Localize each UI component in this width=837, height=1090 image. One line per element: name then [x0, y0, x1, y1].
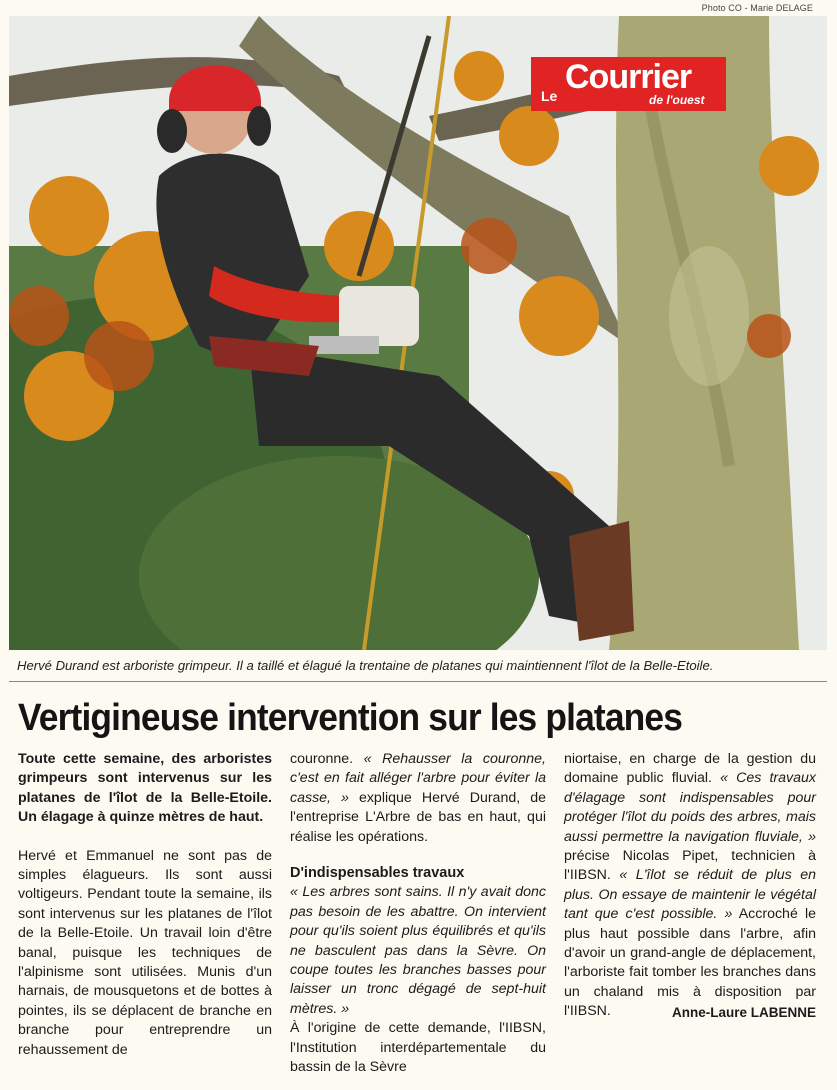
article-headline: Vertigineuse intervention sur les platanes: [18, 697, 683, 739]
body3-end: Accroché le plus haut possible dans l'arbre, afin d'avoir un grand-angle de déplacement, l'arboriste fait tomber les branches dans un chaland mis à disposition par l'IIBSN.: [564, 906, 816, 1020]
logo-prefix: Le: [541, 88, 558, 104]
author-byline: Anne-Laure LABENNE: [671, 1005, 816, 1020]
column-1: [18, 750, 272, 1060]
body-paragraph-3: À l'origine de cette demande, l'IIBSN, l'Institution interdépartementale du bassin de la Sèvre: [290, 1020, 546, 1076]
subheading: D'indispensables travaux: [290, 865, 465, 882]
newspaper-logo: [531, 57, 726, 111]
photo-credit: Photo CO - Marie DELAGE: [701, 3, 813, 13]
column-3: [564, 750, 816, 1022]
photo-caption: Hervé Durand est arboriste grimpeur. Il a taillé et élagué la trentaine de platanes qui maintiennent l'îlot de la Belle-Etoile.: [17, 658, 714, 673]
logo-name: Courrier: [565, 58, 692, 96]
column-2: [290, 750, 546, 1078]
logo-suffix: de l'ouest: [649, 93, 705, 107]
quote-trees: « Les arbres sont sains. Il n'y avait donc pas besoin de les abattre. On intervient pour qu'ils soient plus équilibrés et qu'ils ne basculent pas dans la Sèvre. On coupe toutes les branches basses pour laisser un tronc dégagé de sept-huit mètres. »: [290, 884, 546, 1017]
quote-durand: « Rehausser la couronne, c'est en fait alléger l'arbre pour éviter la casse, »: [290, 751, 546, 806]
body2-start: couronne.: [290, 751, 354, 767]
divider: [9, 681, 827, 682]
body2-end: explique Hervé Durand, de l'entreprise L'Arbre de bas en haut, qui réalise les opérations.: [290, 789, 546, 845]
article-photo: [9, 16, 827, 650]
article-lead: Toute cette semaine, des arboristes grimpeurs sont intervenus sur les platanes de l'îlot de la Belle-Etoile. Un élagage à quinze mètres de haut.: [18, 751, 272, 826]
body3-start: niortaise, en charge de la gestion du domaine public fluvial.: [564, 751, 816, 787]
body-paragraph-1: Hervé et Emmanuel ne sont pas de simples élagueurs. Ils sont aussi voltigeurs. Pendant toute la semaine, ils sont intervenus sur les platanes de l'îlot de la Belle-Etoile. Un travail loin d'être banal, puisque les techniques de l'alpinisme sont utilisées. Munis d'un harnais, de mousquetons et de bottes à pointes, ils se déplacent de branche en branche pour entreprendre un rehaussement de: [18, 847, 272, 1058]
body-paragraph-4: [564, 750, 816, 1022]
quote-pipet-2: « L'îlot se réduit de plus en plus. On essaye de maintenir le végétal tant que c'est possible. »: [564, 867, 816, 923]
body3-mid: précise Nicolas Pipet, technicien à l'IIBSN.: [564, 848, 816, 884]
body-paragraph-2: [290, 750, 546, 847]
quote-pipet-1: « Ces travaux d'élagage sont indispensables pour protéger l'îlot du poids des arbres, mais aussi permettre la navigation fluviale, »: [564, 770, 817, 845]
